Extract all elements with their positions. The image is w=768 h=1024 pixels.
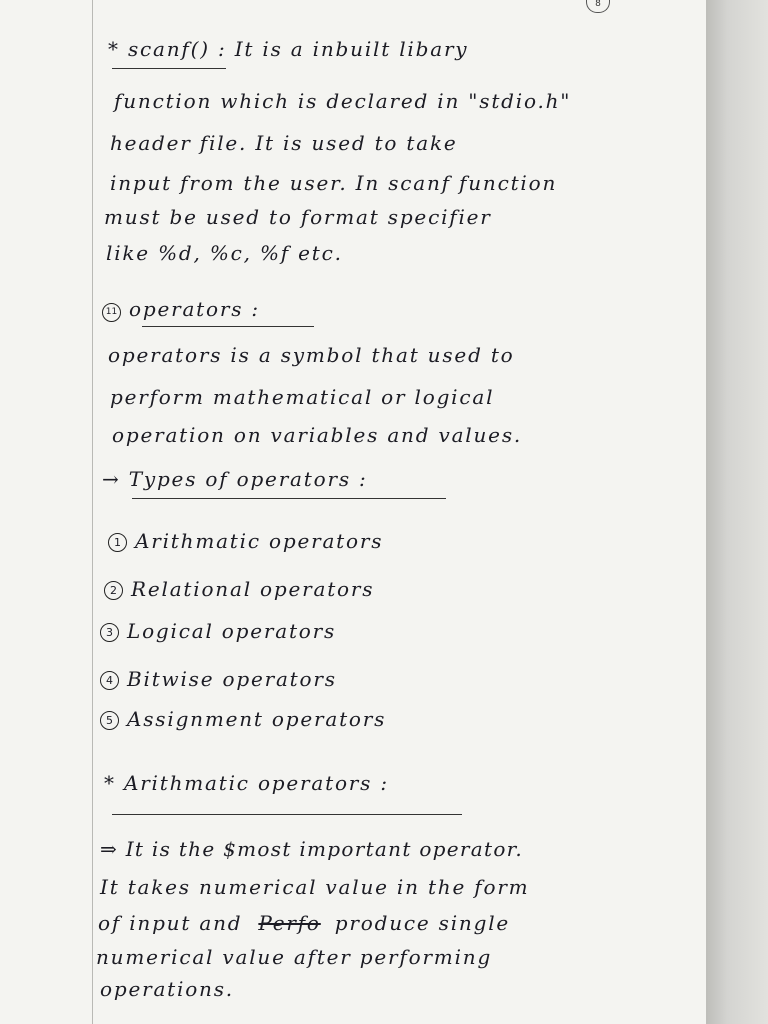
operators-def-line-3: operation on variables and values. <box>112 423 523 447</box>
number-circle: 4 <box>100 671 119 690</box>
arith-heading-underline <box>112 814 462 815</box>
types-list-item-1 <box>108 528 383 554</box>
arith-body-text: of input and <box>98 911 243 935</box>
number-circle: 5 <box>100 711 119 730</box>
scanf-line-6: like %d, %c, %f etc. <box>106 241 343 265</box>
scanf-line-3: header file. It is used to take <box>110 131 458 155</box>
arith-body-line-5: operations. <box>100 977 234 1001</box>
types-list-item-4 <box>100 666 337 692</box>
types-list-label: Bitwise operators <box>127 667 337 691</box>
arith-body-text: produce single <box>334 911 511 935</box>
number-circle: 2 <box>104 581 123 600</box>
scanf-line-1: * scanf() : It is a inbuilt libary <box>108 37 469 61</box>
types-list-label: Arithmatic operators <box>135 529 384 553</box>
arith-body-line-2: It takes numerical value in the form <box>100 875 530 899</box>
operators-heading-underline <box>142 326 314 327</box>
scanf-line-4: input from the user. In scanf function <box>110 171 558 195</box>
arith-body-line-3 <box>98 910 510 936</box>
scanf-line-5: must be used to format specifier <box>104 205 492 229</box>
operators-def-line-1: operators is a symbol that used to <box>108 343 515 367</box>
margin-line <box>92 0 93 1024</box>
arith-heading: * Arithmatic operators : <box>104 771 389 795</box>
number-circle: 11 <box>102 303 121 322</box>
arith-body-line-4: numerical value after performing <box>96 945 493 969</box>
scanf-line-2: function which is declared in "stdio.h" <box>114 89 572 113</box>
operators-heading-title: operators : <box>129 297 260 321</box>
types-list-item-3 <box>100 618 336 644</box>
types-heading-underline <box>132 498 446 499</box>
types-list-label: Relational operators <box>131 577 375 601</box>
number-circle: 3 <box>100 623 119 642</box>
page-number: 8 <box>586 0 610 13</box>
struck-out-word: Perfo <box>258 911 321 935</box>
number-circle: 1 <box>108 533 127 552</box>
types-list-item-5 <box>100 706 386 732</box>
operators-def-line-2: perform mathematical or logical <box>110 385 495 409</box>
types-heading: → Types of operators : <box>102 467 368 491</box>
types-list-label: Logical operators <box>127 619 337 643</box>
operators-heading <box>102 296 260 322</box>
types-list-label: Assignment operators <box>127 707 387 731</box>
page-edge-shadow <box>706 0 768 1024</box>
scanf-heading-underline <box>112 68 226 69</box>
arith-body-line-1: ⇒ It is the $most important operator. <box>100 837 523 861</box>
types-list-item-2 <box>104 576 374 602</box>
